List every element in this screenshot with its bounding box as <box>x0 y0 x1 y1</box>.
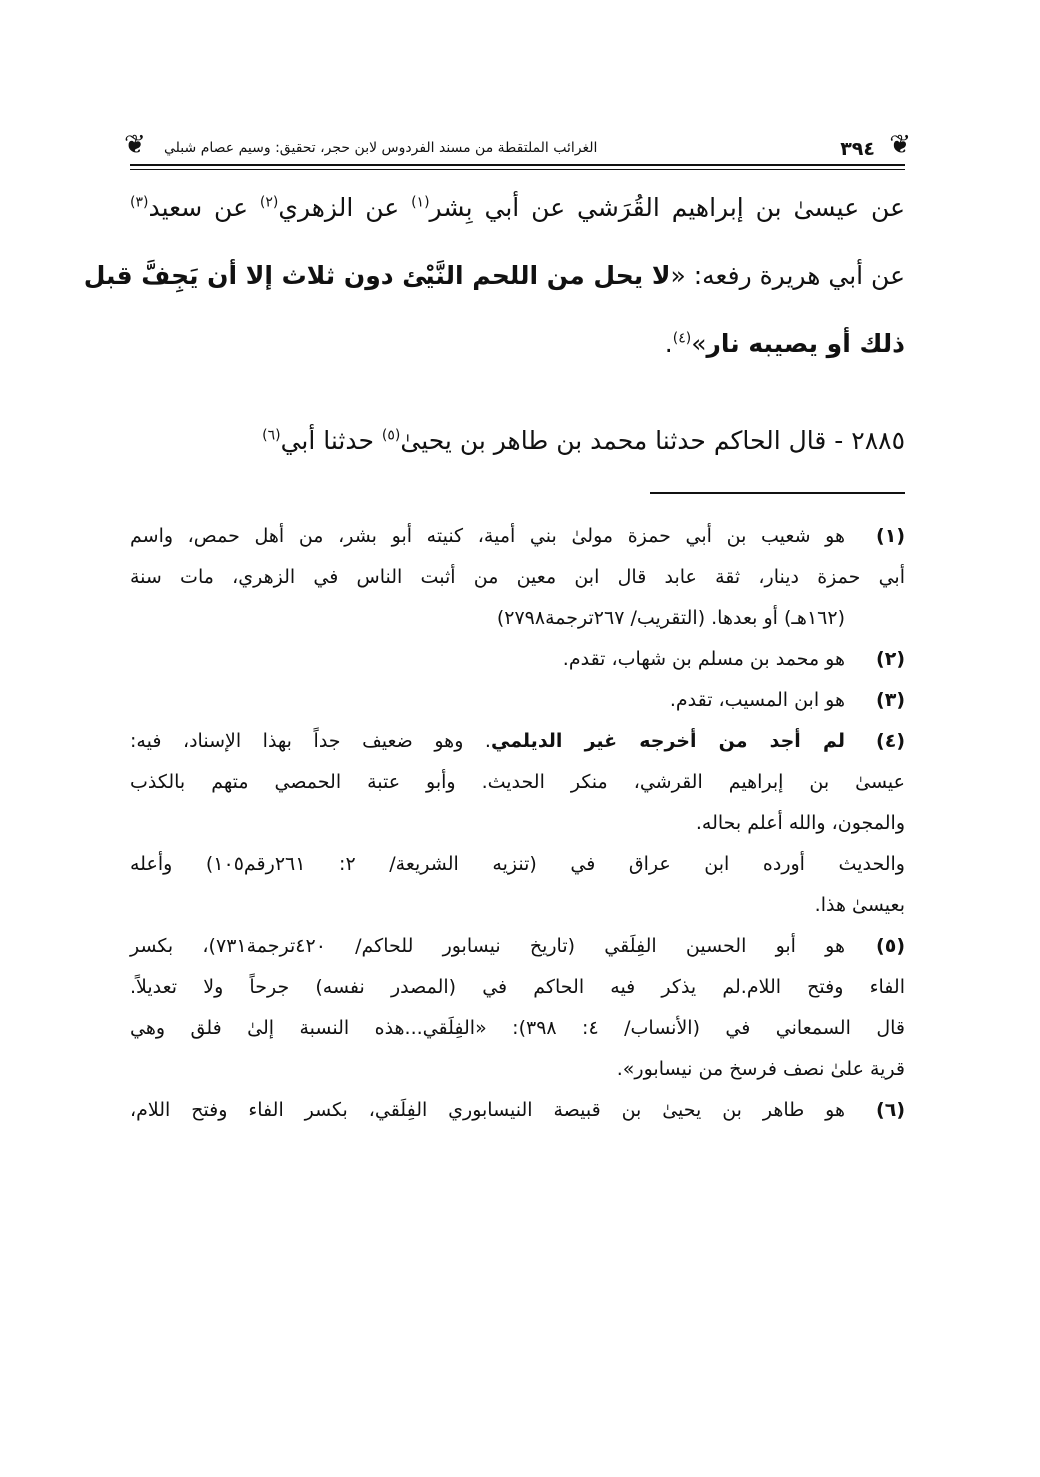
page-header <box>124 128 911 172</box>
main-line-1-text-b: عن الزهري <box>278 193 412 222</box>
footnote-5-line-3: قال السمعاني في (الأنساب/ ٤: ٣٩٨): «الفِلَقي...هذه النسبة إلىٰ فلق وهي <box>130 1017 905 1039</box>
quote-close: » <box>691 329 707 358</box>
footnote-ref-2[interactable]: (٢) <box>259 194 279 211</box>
footnote-3 <box>130 680 905 721</box>
page-number: ٣٩٤ <box>840 138 875 160</box>
main-line-2 <box>83 242 905 310</box>
running-title: الغرائب الملتقطة من مسند الفردوس لابن حجر، تحقيق: وسيم عصام شبلي <box>164 140 598 156</box>
hadith-text-bold-2: ذلك أو يصيبه نار <box>706 329 905 358</box>
main-line-1-text-c: عن سعيد <box>148 193 260 222</box>
footnote-4-line-3: والمجون، والله أعلم بحاله. <box>695 812 905 834</box>
ornament-left-icon: ❦ <box>124 130 146 160</box>
footnote-6-number: (٦) <box>876 1099 905 1121</box>
book-page <box>83 128 911 1131</box>
footnote-ref-1[interactable]: (١) <box>411 194 430 211</box>
footnote-3-line-1: هو ابن المسيب، تقدم. <box>669 689 845 711</box>
footnote-separator <box>650 492 905 494</box>
footnote-4-bold: لم أجد من أخرجه غير الديلمي <box>490 730 845 752</box>
main-line-3-dot: . <box>664 329 673 358</box>
footnote-4-number: (٤) <box>876 730 905 752</box>
footnote-5-number: (٥) <box>876 935 905 957</box>
footnote-4-line-2: عيسىٰ بن إبراهيم القرشي، منكر الحديث. وأبو عتبة الحمصي متهم بالكذب <box>130 771 905 793</box>
ornament-right-icon: ❦ <box>889 130 911 160</box>
footnote-4 <box>130 721 905 926</box>
hadith-2885-line <box>130 414 905 468</box>
footnote-2-line-1: هو محمد بن مسلم بن شهاب، تقدم. <box>562 648 845 670</box>
footnote-1 <box>130 516 905 639</box>
footnote-1-number: (١) <box>876 525 905 547</box>
footnote-4-line-1-rest: . وهو ضعيف جداً بهذا الإسناد، فيه: <box>130 730 491 752</box>
footnote-5 <box>130 926 905 1090</box>
main-line-3 <box>130 310 905 378</box>
footnote-2 <box>130 639 905 680</box>
footnote-5-line-1: هو أبو الحسين الفِلَقي (تاريخ نيسابور للحاكم/ ٤٢٠ترجمة٧٣١)، بكسر <box>130 935 845 957</box>
footnote-1-line-1: هو شعيب بن أبي حمزة مولىٰ بني أمية، كنيته أبو بشر، من أهل حمص، واسم <box>130 525 845 547</box>
footnote-1-line-2: أبي حمزة دينار، ثقة عابد قال ابن معين من أثبت الناس في الزهري، مات سنة <box>130 566 905 588</box>
main-line-1-text-a: عن عيسىٰ بن إبراهيم القُرَشي عن أبي بِشر <box>429 193 906 222</box>
footnote-5-line-4: قرية علىٰ نصف فرسخ من نيسابور». <box>616 1058 905 1080</box>
hadith-2885-text-a: ٢٨٨٥ - قال الحاكم حدثنا محمد بن طاهر بن يحيىٰ <box>400 426 905 455</box>
footnote-4-line-1 <box>130 721 845 762</box>
main-line-1 <box>130 174 905 242</box>
main-line-2-text: عن أبي هريرة رفعه: « <box>670 261 905 290</box>
footnote-ref-5[interactable]: (٥) <box>381 427 401 444</box>
main-text <box>83 174 906 494</box>
footnote-4-line-5: بعيسىٰ هذا. <box>814 894 905 916</box>
footnote-ref-6[interactable]: (٦) <box>262 427 281 444</box>
footnote-ref-3[interactable]: (٣) <box>130 194 149 211</box>
header-rule <box>130 164 905 170</box>
footnote-3-number: (٣) <box>876 689 905 711</box>
hadith-2885-text-b: حدثنا أبي <box>280 426 382 455</box>
footnote-2-number: (٢) <box>876 648 905 670</box>
footnote-5-line-2: الفاء وفتح اللام.لم يذكر فيه الحاكم في (المصدر نفسه) جرحاً ولا تعديلاً. <box>130 976 905 998</box>
hadith-text-bold-1: لا يحل من اللحم النَّيْئ دون ثلاث إلا أن يَجِفَّ قبل <box>83 261 671 290</box>
footnotes <box>130 516 905 1131</box>
footnote-6-line-1: هو طاهر بن يحيىٰ بن قبيصة النيسابوري الفِلَقي، بكسر الفاء وفتح اللام، <box>130 1099 845 1121</box>
footnote-4-line-4: والحديث أورده ابن عراق في (تنزيه الشريعة/ ٢: ٢٦١رقم١٠٥) وأعله <box>130 853 905 875</box>
footnote-6 <box>130 1090 905 1131</box>
footnote-1-line-3: (١٦٢هـ) أو بعدها. (التقريب/ ٢٦٧ترجمة٢٧٩٨) <box>496 607 845 629</box>
footnote-ref-4[interactable]: (٤) <box>672 330 692 347</box>
